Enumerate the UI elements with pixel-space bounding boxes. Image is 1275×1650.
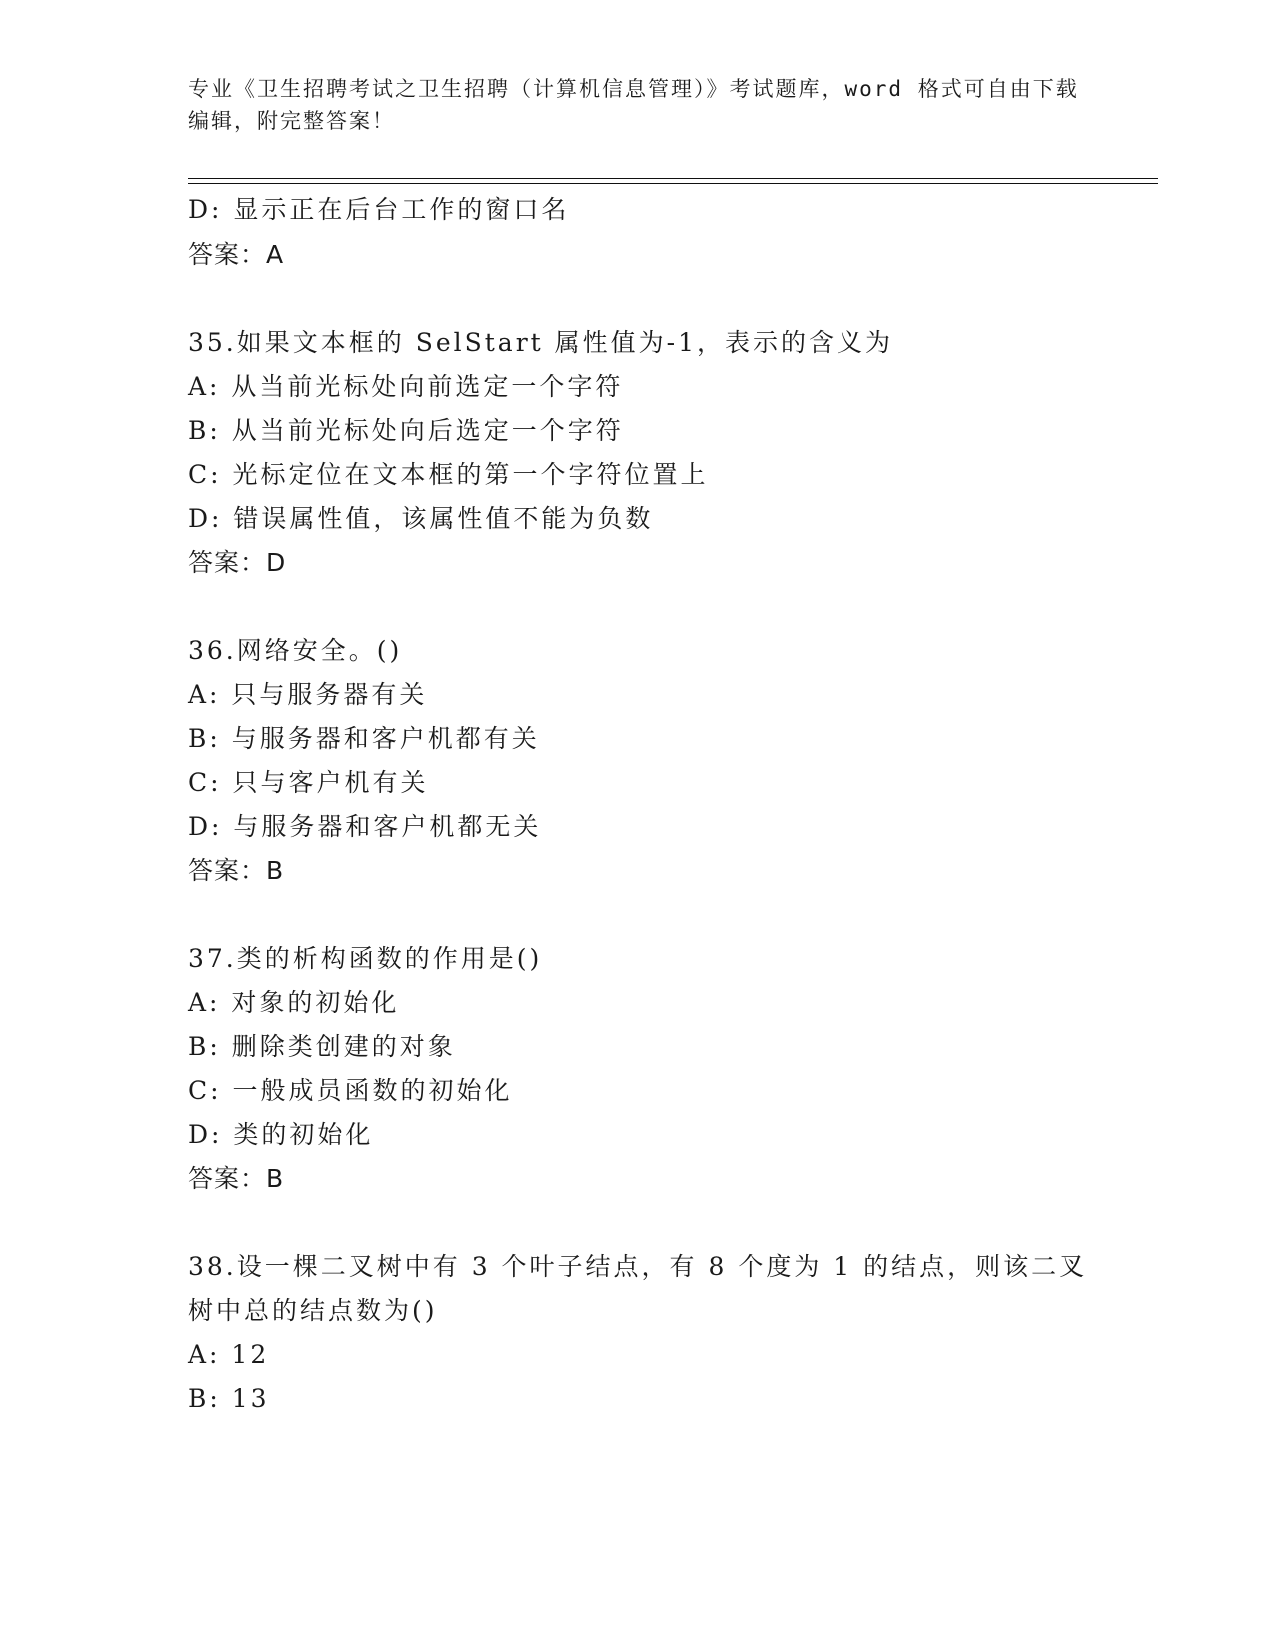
question-37: 37.类的析构函数的作用是() — [188, 944, 543, 973]
document-header: 专业《卫生招聘考试之卫生招聘（计算机信息管理）》考试题库，word 格式可自由下载编辑，附完整答案！ — [188, 77, 1079, 133]
option-b: B: 与服务器和客户机都有关 — [188, 724, 540, 753]
header-divider-top — [188, 178, 1158, 179]
question-35: 35.如果文本框的 SelStart 属性值为-1，表示的含义为 — [188, 328, 893, 357]
option-d: D: 错误属性值，该属性值不能为负数 — [188, 504, 654, 533]
question-36: 36.网络安全。() — [188, 636, 403, 665]
option-b: B: 从当前光标处向后选定一个字符 — [188, 416, 624, 445]
question-38-continued: 树中总的结点数为() — [188, 1296, 438, 1325]
option-b: B: 13 — [188, 1384, 270, 1413]
option-a: A: 12 — [188, 1340, 270, 1369]
option-a: A: 只与服务器有关 — [188, 680, 428, 709]
option-c: C: 只与客户机有关 — [188, 768, 429, 797]
question-38: 38.设一棵二叉树中有 3 个叶子结点，有 8 个度为 1 的结点，则该二叉 — [188, 1252, 1088, 1281]
option-d: D: 与服务器和客户机都无关 — [188, 812, 542, 841]
option-c: C: 光标定位在文本框的第一个字符位置上 — [188, 460, 709, 489]
option-d: D: 显示正在后台工作的窗口名 — [188, 195, 570, 224]
header-divider-bottom — [188, 183, 1158, 184]
answer: 答案：B — [188, 1164, 285, 1193]
option-d: D: 类的初始化 — [188, 1120, 374, 1149]
option-a: A: 对象的初始化 — [188, 988, 400, 1017]
option-a: A: 从当前光标处向前选定一个字符 — [188, 372, 624, 401]
answer: 答案：D — [188, 548, 287, 577]
option-b: B: 删除类创建的对象 — [188, 1032, 456, 1061]
answer: 答案：A — [188, 240, 285, 269]
answer: 答案：B — [188, 856, 285, 885]
option-c: C: 一般成员函数的初始化 — [188, 1076, 513, 1105]
